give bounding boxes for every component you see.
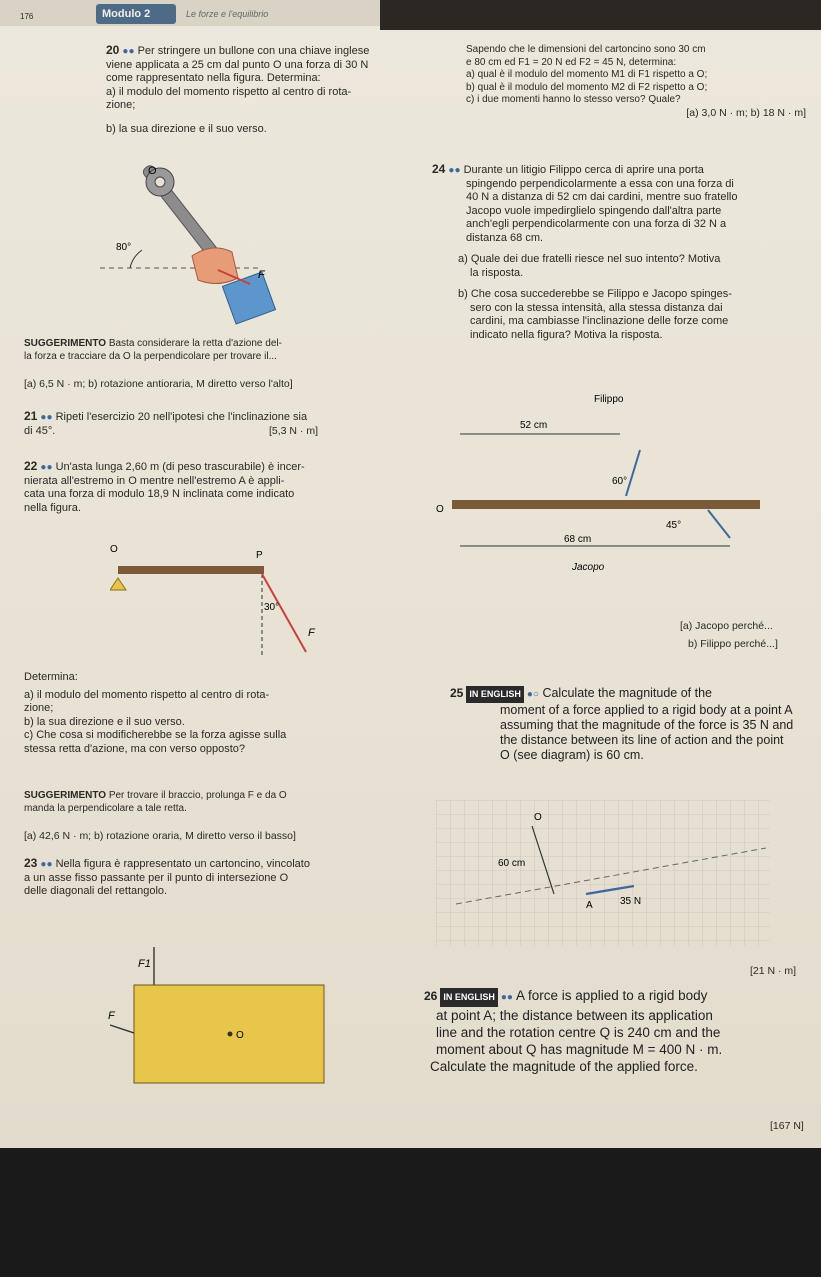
exercise-text-line: Durante un litigio Filippo cerca di aprire una porta: [463, 164, 704, 176]
exercise-23-answer: [a) 3,0 N · m; b) 18 N · m]: [686, 106, 806, 119]
jacopo-force-vector: [708, 510, 730, 538]
point-p-label: P: [256, 550, 263, 561]
exercise-22-answer: [a) 42,6 N · m; b) rotazione oraria, M diretto verso il basso]: [24, 830, 296, 842]
question-b: b) Che cosa succederebbe se Filippo e Jacopo spinges-: [458, 288, 732, 300]
exercise-number: 23: [24, 856, 38, 870]
door-figure: [430, 388, 770, 588]
hint-text: manda la perpendicolare a tale retta.: [24, 802, 187, 814]
difficulty-dots: ●●: [40, 412, 53, 423]
exercise-number: 26: [424, 989, 438, 1003]
exercise-text-line: moment about Q has magnitude M = 400 N · m.: [436, 1042, 723, 1057]
hint-label: SUGGERIMENTO: [24, 338, 107, 349]
point-o-label: O: [236, 1030, 244, 1041]
exercise-21-answer: [5,3 N · m]: [269, 424, 319, 437]
exercise-text-line: Ripeti l'esercizio 20 nell'ipotesi che l'inclinazione sia: [55, 411, 308, 423]
exercise-22-hint: [24, 790, 424, 815]
axis-point: [228, 1032, 233, 1037]
point-a-label: A: [586, 900, 593, 911]
exercise-text-line: Jacopo vuole impedirglielo spingendo dall'altra parte: [466, 204, 722, 217]
in-english-badge: IN ENGLISH: [466, 686, 524, 703]
point-o-label: O: [534, 812, 542, 823]
exercise-number: 25: [450, 686, 464, 700]
exercise-25: [450, 686, 816, 763]
card-figure: [80, 945, 400, 1085]
exercise-number: 21: [24, 409, 38, 423]
distance-60-label: 60 cm: [498, 858, 526, 869]
hint-text: la forza e tracciare da O la perpendicolare per trovare il...: [24, 350, 277, 362]
exercise-text-line: at point A; the distance between its application: [436, 1008, 713, 1023]
question-line: b) la sua direzione e il suo verso.: [24, 715, 185, 728]
text-line: a) qual è il modulo del momento M1 di F1 rispetto a O;: [466, 69, 708, 80]
exercise-26-answer: [167 N]: [770, 1120, 804, 1132]
exercise-text-line: line and the rotation centre Q is 240 cm and the: [436, 1025, 721, 1040]
exercise-21: [24, 410, 424, 438]
exercise-text-line: A force is applied to a rigid body: [515, 988, 708, 1003]
exercise-text-line: Calculate the magnitude of the applied force.: [430, 1059, 698, 1074]
exercise-22-questions: [24, 671, 424, 756]
distance-52-label: 52 cm: [520, 420, 548, 431]
exercise-text-line: nierata all'estremo in O mentre nell'estremo A è appli-: [24, 474, 285, 487]
exercise-23: [24, 857, 424, 899]
exercise-22: [24, 460, 424, 515]
exercise-text-line: b) la sua direzione e il suo verso.: [106, 122, 267, 135]
difficulty-dots: ●●: [40, 859, 53, 870]
exercise-text-line: di 45°.: [24, 424, 56, 437]
hinge-icon: [110, 578, 126, 590]
exercise-text-line: delle diagonali del rettangolo.: [24, 885, 168, 897]
module-label: Modulo 2: [102, 8, 151, 20]
bolt-point: [155, 177, 165, 187]
point-o-label: O: [110, 544, 118, 555]
grid-background: [436, 800, 770, 946]
exercise-text-line: zione;: [106, 99, 136, 111]
exercise-text-line: distanza 68 cm.: [466, 231, 544, 244]
force-vector: [262, 574, 306, 652]
angle-arc: [130, 250, 142, 268]
exercise-24-answer-b: b) Filippo perché...]: [688, 638, 778, 650]
door-panel: [452, 500, 760, 509]
difficulty-dots: ●●: [122, 46, 135, 57]
force-label: F: [258, 269, 265, 281]
exercise-text-line: spingendo perpendicolarmente a essa con una forza di: [466, 177, 734, 190]
exercise-text-line: a) il modulo del momento rispetto al centro di rota-: [106, 85, 352, 98]
exercise-text-line: Un'asta lunga 2,60 m (di peso trascurabile) è incer-: [55, 461, 305, 473]
determina-label: Determina:: [24, 671, 78, 683]
question-a: a) Quale dei due fratelli riesce nel suo intento? Motiva: [458, 253, 721, 265]
difficulty-dots: ●●: [500, 992, 513, 1003]
question-line: c) Che cosa si modificherebbe se la forza agisse sulla: [24, 729, 287, 741]
difficulty-dots: ●●: [40, 462, 53, 473]
page-number: 176: [20, 12, 34, 21]
hand-icon: [192, 248, 238, 284]
angle-45-label: 45°: [666, 520, 682, 531]
grid-figure: [436, 800, 774, 946]
question-line: stessa retta d'azione, ma con verso opposto?: [24, 742, 246, 755]
text-line: c) i due momenti hanno lo stesso verso? Quale?: [466, 94, 681, 105]
question-b: sero con la stessa intensità, alla stessa distanza dai: [470, 301, 723, 314]
exercise-text-line: the distance between its line of action and the point: [500, 733, 784, 747]
page-header: [0, 0, 380, 26]
top-shadow: [380, 0, 821, 30]
angle-label: 80°: [116, 242, 132, 253]
exercise-20: [106, 44, 406, 136]
filippo-force-vector: [626, 450, 640, 496]
rod: [118, 566, 264, 574]
rod-figure: [110, 540, 360, 660]
question-a: la risposta.: [470, 266, 524, 279]
wrench-figure: [100, 160, 420, 340]
dark-background: [0, 1148, 821, 1277]
difficulty-dots: ●○: [526, 689, 539, 700]
exercise-text-line: assuming that the magnitude of the force is 35 N and: [500, 718, 794, 732]
force-f2-vector: [110, 1025, 134, 1033]
text-line: b) qual è il modulo del momento M2 di F2 rispetto a O;: [466, 81, 708, 93]
exercise-20-answer: [a) 6,5 N · m; b) rotazione antioraria, M diretto verso l'alto]: [24, 378, 293, 390]
module-title: Le forze e l'equilibrio: [186, 9, 269, 19]
question-b: indicato nella figura? Motiva la risposta.: [470, 328, 663, 341]
exercise-text-line: Per stringere un bullone con una chiave inglese: [137, 45, 370, 57]
text-line: Sapendo che le dimensioni del cartoncino sono 30 cm: [466, 44, 706, 55]
exercise-text-line: Calculate the magnitude of the: [542, 686, 713, 700]
force-f1-label: F1: [138, 958, 151, 970]
exercise-text-line: viene applicata a 25 cm dal punto O una forza di 30 N: [106, 58, 369, 71]
filippo-label: Filippo: [594, 394, 624, 405]
hint-text: Basta considerare la retta d'azione del-: [108, 338, 282, 349]
exercise-26: [424, 987, 816, 1075]
force-f2-label: F: [108, 1010, 115, 1022]
angle-60-label: 60°: [612, 476, 628, 487]
exercise-text-line: anch'egli perpendicolarmente con una forza di 32 N a: [466, 218, 727, 230]
exercise-text-line: 40 N a distanza di 52 cm dai cardini, mentre suo fratello: [466, 191, 738, 203]
exercise-text-line: a un asse fisso passante per il punto di intersezione O: [24, 871, 289, 884]
exercise-text-line: come rappresentato nella figura. Determina:: [106, 72, 321, 84]
exercise-text-line: nella figura.: [24, 501, 81, 514]
exercise-text-line: moment of a force applied to a rigid body at a point A: [500, 703, 793, 717]
question-line: a) il modulo del momento rispetto al centro di rota-: [24, 688, 270, 701]
exercise-number: 22: [24, 459, 38, 473]
exercise-number: 24: [432, 162, 446, 176]
exercise-number: 20: [106, 43, 120, 57]
exercise-25-answer: [21 N · m]: [750, 965, 797, 977]
question-line: zione;: [24, 702, 54, 714]
in-english-badge: IN ENGLISH: [440, 988, 498, 1007]
angle-label: 30°: [264, 602, 280, 613]
exercise-text-line: cata una forza di modulo 18,9 N inclinata come indicato: [24, 488, 295, 500]
force-label: F: [308, 627, 315, 639]
hint-text: Per trovare il braccio, prolunga F e da O: [108, 790, 287, 801]
exercise-text-line: O (see diagram) is 60 cm.: [500, 748, 644, 762]
point-o-label: O: [148, 165, 157, 177]
hint-label: SUGGERIMENTO: [24, 790, 107, 801]
distance-68-label: 68 cm: [564, 534, 592, 545]
hinge-o-label: O: [436, 504, 444, 515]
jacopo-label: Jacopo: [572, 562, 605, 573]
exercise-20-hint: [24, 338, 419, 363]
exercise-23-continuation: [466, 44, 816, 119]
text-line: e 80 cm ed F1 = 20 N ed F2 = 45 N, determina:: [466, 56, 677, 68]
exercise-text-line: Nella figura è rappresentato un cartoncino, vincolato: [55, 858, 310, 870]
difficulty-dots: ●●: [448, 165, 461, 176]
exercise-24-answer-a: [a) Jacopo perché...: [680, 620, 773, 632]
exercise-24: [432, 163, 812, 342]
question-b: cardini, ma cambiasse l'inclinazione delle forze come: [470, 315, 729, 327]
force-35-label: 35 N: [620, 896, 642, 907]
